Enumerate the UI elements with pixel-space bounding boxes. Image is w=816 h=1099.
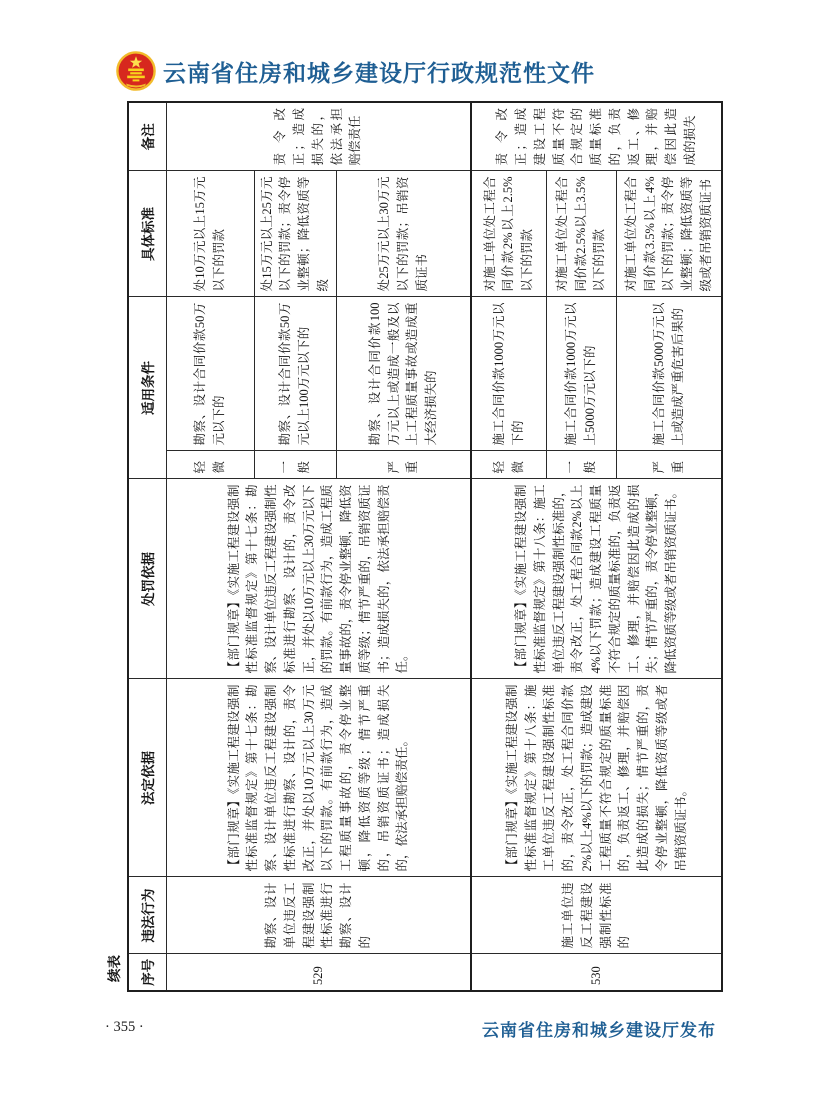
cell-standard: 对施工单位处工程合同价款2.5%以上3.5%以下的罚款 [546, 171, 616, 297]
penalty-table [127, 101, 723, 992]
cell-condition: 施工合同价款1000万元以下的 [471, 297, 546, 451]
cell-penalty-basis-530: 【部门规章】《实施工程建设强制性标准监督规定》第十八条：施工单位违反工程建设强制性标准的，责令改正，处工程合同款2%以上4%以下罚款；造成建设工程质量不符合规定的质量标准的，负责返工、修理，并赔偿因此造成的损失；情节严重的，责令停业整顿，降低资质等级或者吊销资质证书。 [471, 479, 722, 679]
cell-standard: 对施工单位处工程合同价款2%以上2.5%以下的罚款 [471, 171, 546, 297]
cell-legal-basis-530: 【部门规章】《实施工程建设强制性标准监督规定》第十八条：施工单位违反工程建设强制性标准的，责令改正，处工程合同价款2%以上4%以下的罚款；造成建设工程质量不符合规定的质量标准的，负责返工、修理，并赔偿因此造成的损失；情节严重的，责令停业整顿，降低资质等级或者吊销资质证书。 [471, 679, 722, 877]
publisher-label: 云南省住房和城乡建设厅发布 [482, 1021, 716, 1040]
cell-remark-529: 责令改正；造成损失的，依法承担赔偿责任 [166, 102, 471, 171]
col-header-seq: 序号 [128, 954, 166, 991]
cell-grade: 轻微 [471, 451, 546, 479]
cell-remark-530: 责令改正；造成建设工程质量不符合规定的质量标准的，负责返工、修理，并赔偿因此造成的损失 [471, 102, 722, 171]
cell-condition: 施工合同价款5000万元以上或造成严重危害后果的 [616, 297, 722, 451]
national-emblem-icon [116, 50, 156, 92]
cell-condition: 勘察、设计合同价款50万元以上100万元以下的 [254, 297, 336, 451]
cell-standard: 处10万元以上15万元以下的罚款 [166, 171, 254, 297]
col-header-remark: 备注 [128, 102, 166, 171]
page-title: 云南省住房和城乡建设厅行政规范性文件 [163, 59, 595, 86]
page-number: · 355 · [105, 1019, 144, 1035]
cell-standard: 对施工单位处工程合同价款3.5%以上4%以下的罚款；责令停业整顿；降低资质等级或者吊销资质证书 [616, 171, 722, 297]
col-header-condition: 适用条件 [128, 297, 166, 479]
col-header-standard: 具体标准 [128, 171, 166, 297]
col-header-violation: 违法行为 [128, 877, 166, 954]
cell-seq-530: 530 [471, 954, 722, 991]
col-header-penalty-basis: 处罚依据 [128, 479, 166, 679]
cell-condition: 勘察、设计合同价款50万元以下的 [166, 297, 254, 451]
cell-violation-530: 施工单位违反工程建设强制性标准的 [471, 877, 722, 954]
rotated-table-area [103, 103, 716, 992]
cell-standard: 处25万元以上30万元以下的罚款；吊销资质证书 [336, 171, 471, 297]
continued-table-note: 续表 [107, 955, 122, 982]
table-row [471, 102, 546, 991]
cell-violation-529: 勘察、设计单位违反工程建设强制性标准进行勘察、设计的 [166, 877, 471, 954]
cell-condition: 勘察、设计合同价款100万元以上或造成一般及以上工程质量事故或造成重大经济损失的 [336, 297, 471, 451]
cell-grade: 严重 [336, 451, 471, 479]
cell-penalty-basis-529: 【部门规章】《实施工程建设强制性标准监督规定》第十七条：勘察、设计单位违反工程建设强制性标准进行勘察、设计的，责令改正，并处以10万元以上30万元以下的罚款。有前款行为，造成工程质量事故的，责令停业整顿，降低资质等级；情节严重的，吊销资质证书；造成损失的，依法承担赔偿责任。 [166, 479, 471, 679]
cell-standard: 处15万元以上25万元以下的罚款；责令停业整顿；降低资质等级 [254, 171, 336, 297]
cell-condition: 施工合同价款1000万元以上5000万元以下的 [546, 297, 616, 451]
table-header-row [128, 102, 166, 991]
col-header-legal-basis: 法定依据 [128, 679, 166, 877]
document-header [116, 50, 595, 92]
cell-grade: 一般 [546, 451, 616, 479]
table-row [166, 102, 254, 991]
cell-legal-basis-529: 【部门规章】《实施工程建设强制性标准监督规定》第十七条：勘察、设计单位违反工程建设强制性标准进行勘察、设计的，责令改正，并处以10万元以上30万元以下的罚款。有前款行为，造成工程质量事故的，责令停业整顿，降低资质等级；情节严重的，吊销资质证书；造成损失的，依法承担赔偿责任。 [166, 679, 471, 877]
cell-grade: 轻微 [166, 451, 254, 479]
cell-seq-529: 529 [166, 954, 471, 991]
cell-grade: 一般 [254, 451, 336, 479]
cell-grade: 严重 [616, 451, 722, 479]
